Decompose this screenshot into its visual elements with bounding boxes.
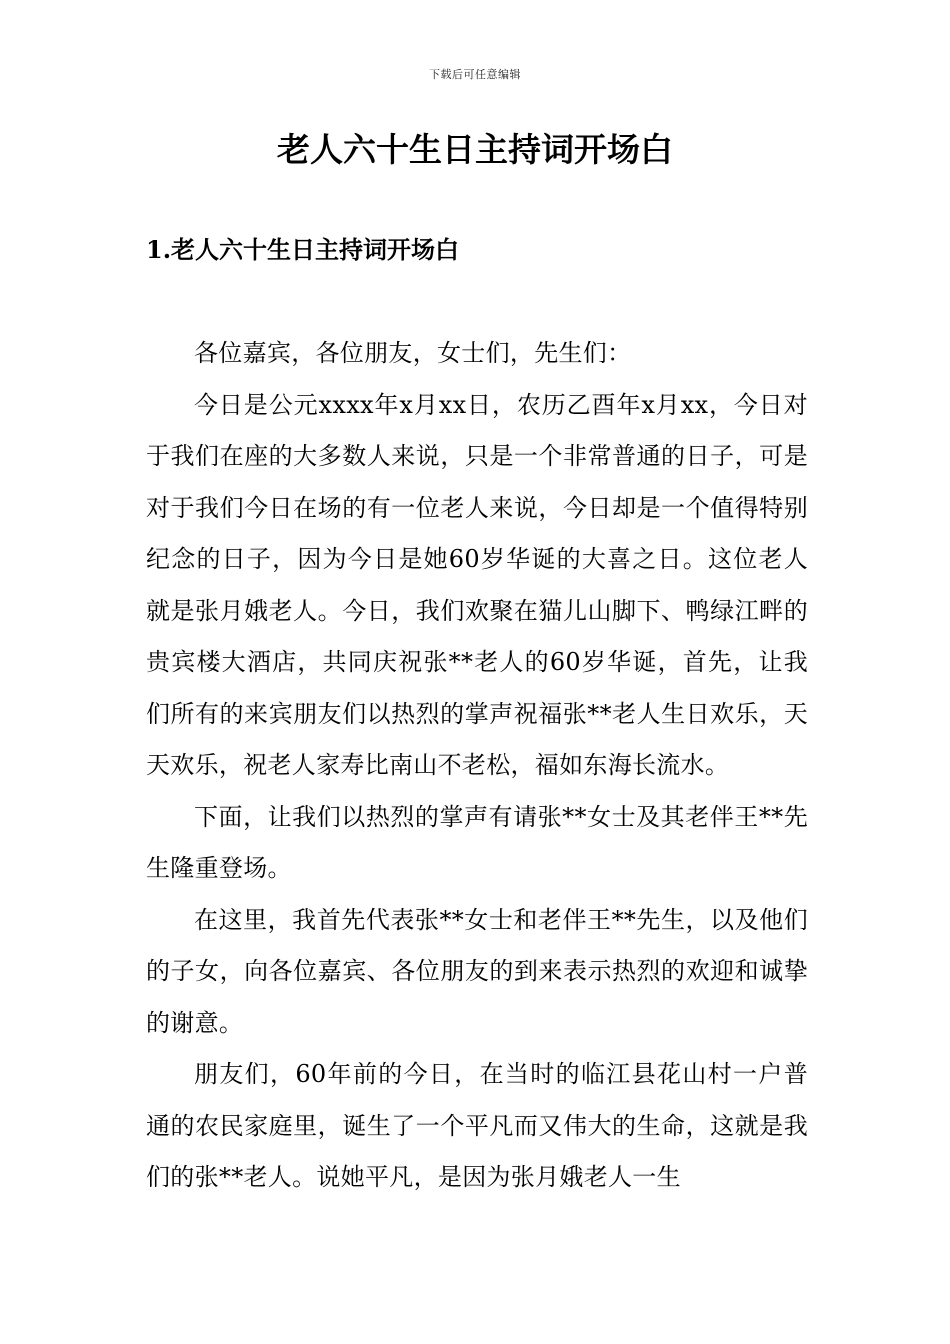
paragraph-invitation: 下面，让我们以热烈的掌声有请张**女士及其老伴王**先生隆重登场。 (146, 802, 808, 882)
paragraph-biography: 朋友们，60年前的今日，在当时的临江县花山村一户普通的农民家庭里，诞生了一个平凡而又伟大的生命，这就是我们的张**老人。说她平凡，是因为张月娥老人一生 (146, 1060, 808, 1191)
paragraph-greeting: 各位嘉宾，各位朋友，女士们，先生们： (194, 339, 632, 367)
section-heading: 1.老人六十生日主持词开场白 (146, 235, 460, 264)
body-text (146, 328, 808, 1204)
header-note: 下载后可任意编辑 (429, 68, 521, 81)
paragraph-introduction: 今日是公元xxxx年x月xx日，农历乙酉年x月xx，今日对于我们在座的大多数人来说，只是一个非常普通的日子，可是对于我们今日在场的有一位老人来说，今日却是一个值得特别纪念的日子，因为今日是她60岁华诞的大喜之日。这位老人就是张月娥老人。今日，我们欢聚在猫儿山脚下、鸭绿江畔的贵宾楼大酒店，共同庆祝张**老人的60岁华诞，首先，让我们所有的来宾朋友们以热烈的掌声祝福张**老人生日欢乐，天天欢乐，祝老人家寿比南山不老松，福如东海长流水。 (146, 390, 808, 779)
document-title: 老人六十生日主持词开场白 (277, 130, 673, 169)
paragraph-welcome: 在这里，我首先代表张**女士和老伴王**先生，以及他们的子女，向各位嘉宾、各位朋友的到来表示热烈的欢迎和诚挚的谢意。 (146, 905, 808, 1037)
